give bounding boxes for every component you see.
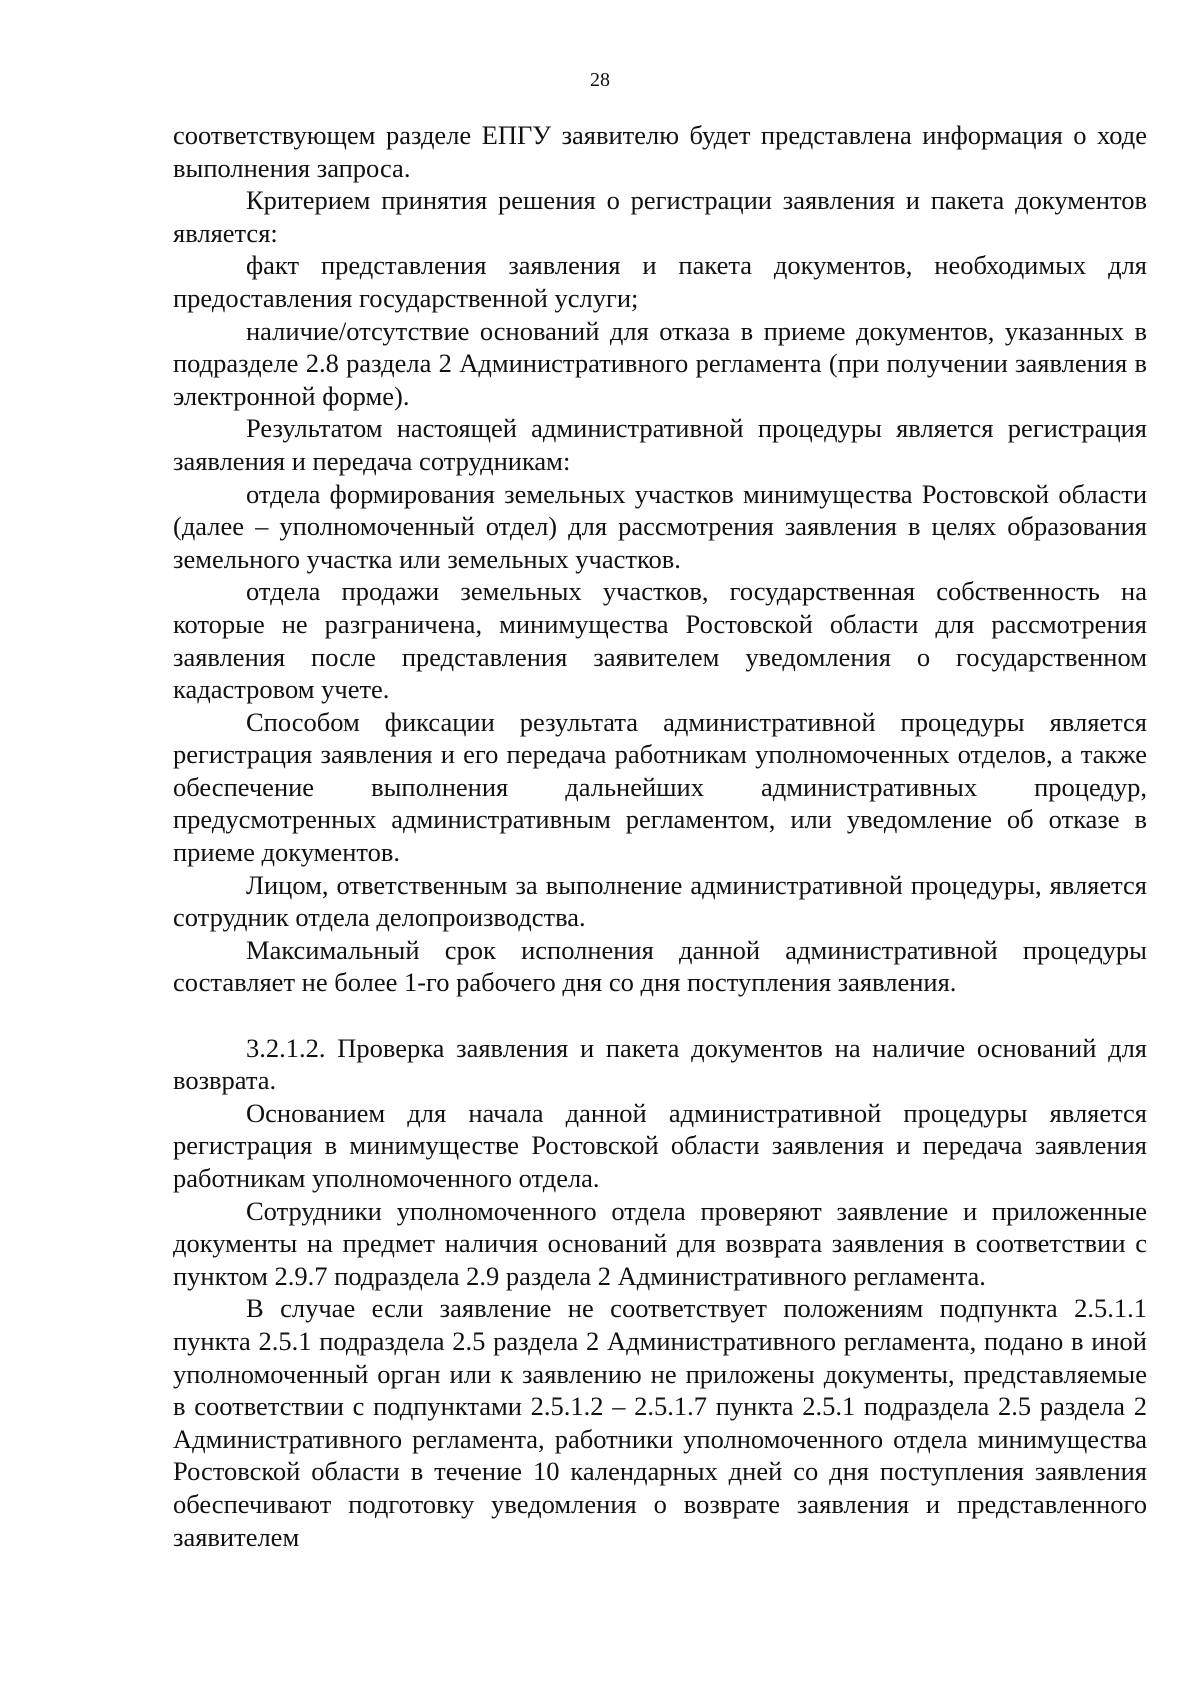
paragraph: отдела формирования земельных участков минимущества Ростовской области (далее – уполномоченный отдел) для рассмотрения заявления в целях образования земельного участка или земельных участков. bbox=[173, 478, 1147, 574]
page-number: 28 bbox=[590, 69, 610, 91]
paragraph: соответствующем разделе ЕПГУ заявителю будет представлена информация о ходе выполнения запроса. bbox=[173, 120, 1147, 183]
paragraph: Способом фиксации результата административной процедуры является регистрация заявления и его передача работникам уполномоченных отделов, а также обеспечение выполнения дальнейших административных процедур, предусмотренных административным регламентом, или уведомление об отказе в приеме документов. bbox=[173, 706, 1147, 868]
paragraph: отдела продажи земельных участков, государственная собственность на которые не разграничена, минимущества Ростовской области для рассмотрения заявления после представления заявителем уведомления о государственном кадастровом учете. bbox=[173, 576, 1147, 705]
paragraph: Основанием для начала данной административной процедуры является регистрация в минимуществе Ростовской области заявления и передача заявления работникам уполномоченного отдела. bbox=[173, 1097, 1147, 1193]
paragraph: Максимальный срок исполнения данной административной процедуры составляет не более 1-го рабочего дня со дня поступления заявления. bbox=[173, 934, 1147, 998]
paragraph: В случае если заявление не соответствует положениям подпункта 2.5.1.1 пункта 2.5.1 подраздела 2.5 раздела 2 Административного регламента, подано в иной уполномоченный орган или к заявлению не приложены документы, представляемые в соответствии с подпунктами 2.5.1.2 – 2.5.1.7 пункта 2.5.1 подраздела 2.5 раздела 2 Административного регламента, работники уполномоченного отдела минимущества Ростовской области в течение 10 календарных дней со дня поступления заявления обеспечивают подготовку уведомления о возврате заявления и представленного заявителем bbox=[173, 1293, 1147, 1552]
paragraph: наличие/отсутствие оснований для отказа в приеме документов, указанных в подразделе 2.8 раздела 2 Административного регламента (при получении заявления в электронной форме). bbox=[173, 315, 1147, 411]
paragraph: Сотрудники уполномоченного отдела проверяют заявление и приложенные документы на предмет наличия оснований для возврата заявления в соответствии с пунктом 2.9.7 подраздела 2.9 раздела 2 Административного регламента. bbox=[173, 1195, 1147, 1291]
section-heading: 3.2.1.2. Проверка заявления и пакета документов на наличие оснований для возврата. bbox=[173, 1032, 1147, 1096]
paragraph: факт представления заявления и пакета документов, необходимых для предоставления государственной услуги; bbox=[173, 250, 1147, 313]
paragraph: Лицом, ответственным за выполнение административной процедуры, является сотрудник отдела делопроизводства. bbox=[173, 869, 1147, 933]
paragraph: Результатом настоящей административной процедуры является регистрация заявления и передача сотрудникам: bbox=[173, 413, 1147, 476]
paragraph: Критерием принятия решения о регистрации заявления и пакета документов является: bbox=[173, 185, 1147, 248]
document-body bbox=[173, 119, 1147, 1553]
